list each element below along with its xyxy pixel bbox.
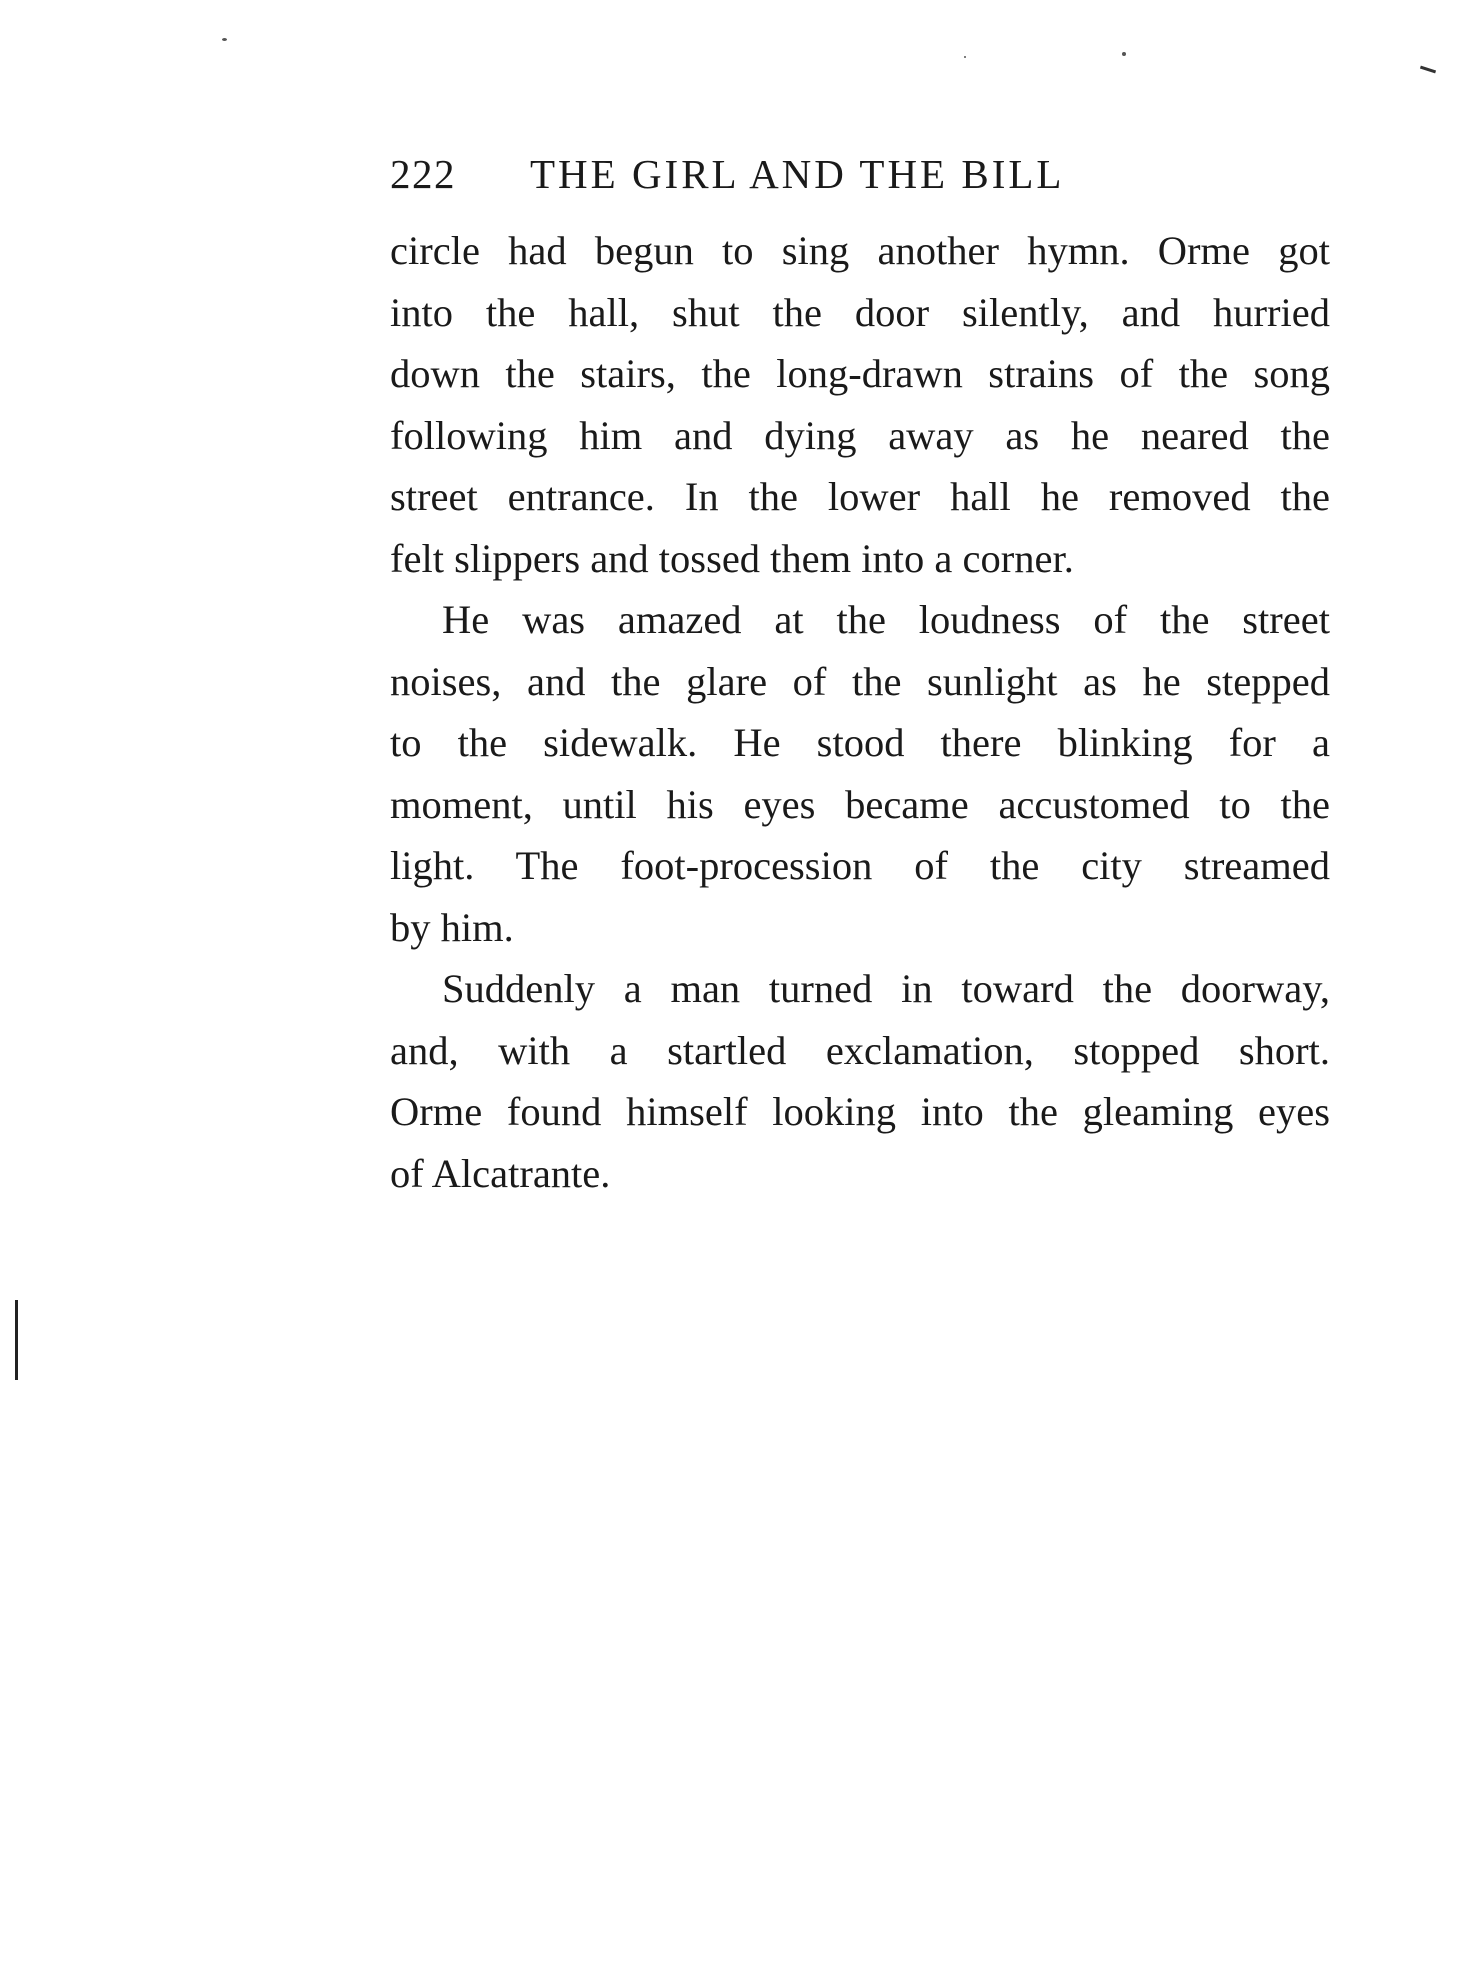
text-line: following him and dying away as he neared the (390, 412, 1330, 458)
text-line: light. The foot-procession of the city streamed (390, 843, 1330, 888)
text-line: of Alcatrante. (390, 1150, 611, 1196)
running-title: THE GIRL AND THE BILL (530, 151, 1065, 197)
text-line: street entrance. In the lower hall he removed the (390, 474, 1330, 519)
text-line: into the hall, shut the door silently, and hurried (390, 289, 1330, 335)
text-line: He was amazed at the loudness of the street (442, 597, 1330, 642)
text-line: Suddenly a man turned in toward the doorway, (442, 966, 1330, 1011)
body-text (390, 220, 1330, 1204)
page-number: 222 (390, 151, 456, 197)
text-line: moment, until his eyes became accustomed to the (390, 781, 1330, 827)
text-line: to the sidewalk. He stood there blinking for a (390, 720, 1330, 765)
text-line: circle had begun to sing another hymn. Orme got (390, 228, 1330, 273)
text-line: and, with a startled exclamation, stopped short. (390, 1027, 1330, 1073)
running-head (390, 150, 1330, 200)
scan-speck (1122, 52, 1126, 56)
text-line: by him. (390, 904, 514, 950)
text-line: Orme found himself looking into the gleaming eyes (390, 1089, 1330, 1134)
text-line: down the stairs, the long-drawn strains of the song (390, 351, 1330, 396)
scan-speck (964, 56, 966, 58)
scan-corner-mark (1420, 66, 1436, 74)
scan-speck (222, 38, 227, 41)
scan-edge-mark (15, 1300, 18, 1380)
text-line: noises, and the glare of the sunlight as he stepped (390, 658, 1330, 704)
text-line: felt slippers and tossed them into a corner. (390, 535, 1074, 581)
